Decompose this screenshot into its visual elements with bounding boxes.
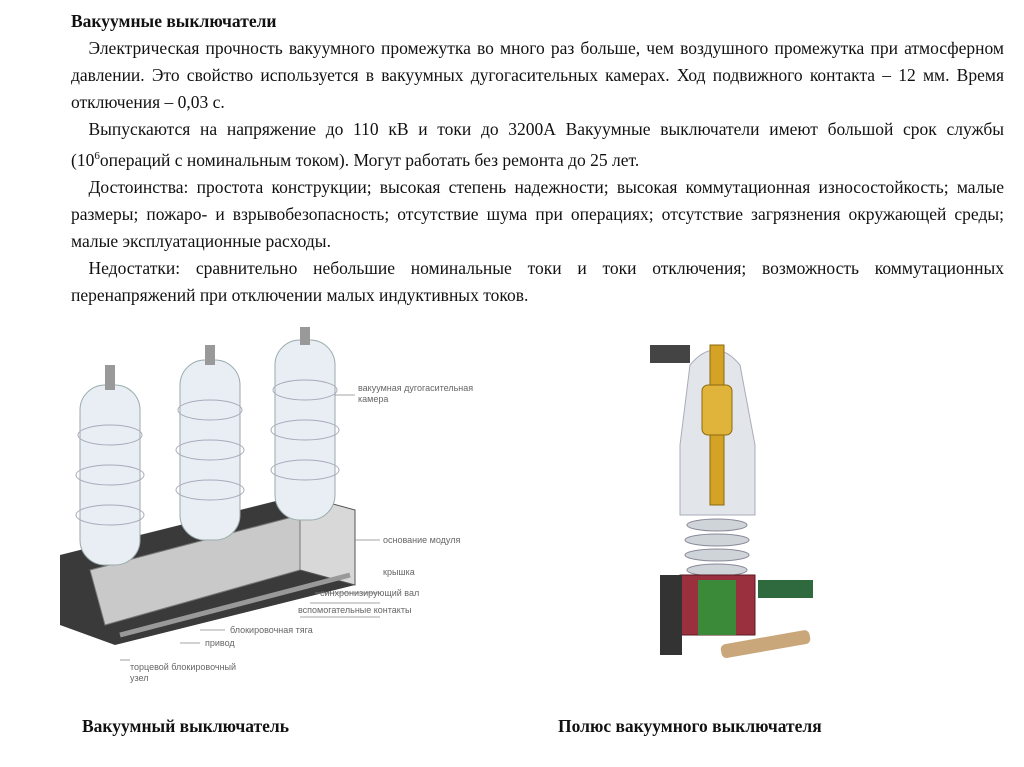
callout-cover: крышка — [383, 567, 415, 577]
callout-end-1: торцевой блокировочный — [130, 662, 237, 672]
paragraph-2-sup: 6 — [94, 150, 100, 162]
pole-spring — [698, 580, 736, 635]
text-block — [71, 8, 1004, 309]
paragraph-1 — [71, 35, 1004, 116]
paragraph-3 — [71, 174, 1004, 255]
pole-3 — [271, 327, 339, 520]
caption-left: Вакуумный выключатель — [82, 716, 289, 736]
pole-insulator-ribs — [685, 519, 749, 576]
paragraph-1-text: Электрическая прочность вакуумного промежутка во много раз больше, чем воздушного промежутка при атмосферном давлении. Это свойство используется в вакуумных дугогасительных камерах. Ход подвижного контакта – 12 мм. Время отключения – 0,03 с. — [71, 38, 1004, 112]
callout-rod: блокировочная тяга — [230, 625, 313, 635]
paragraph-4-text: Недостатки: сравнительно небольшие номинальные токи и токи отключения; возможность коммутационных перенапряжений при отключении малых индуктивных токов. — [71, 257, 1004, 305]
paragraph-4 — [71, 255, 1004, 309]
pole-green-lever — [758, 580, 813, 598]
callout-aux: вспомогательные контакты — [298, 605, 412, 615]
callout-drive: привод — [205, 638, 235, 648]
paragraph-2-text-a: Выпускаются на напряжение до 110 кВ и токи до 3200А Вакуумные выключатели имеют большой срок службы (10 — [71, 119, 1004, 170]
callout-chamber-2: камера — [358, 394, 389, 404]
caption-right: Полюс вакуумного выключателя — [558, 716, 822, 736]
callout-chamber-1: вакуумная дугогасительная — [358, 383, 474, 393]
vacuum-chamber — [702, 385, 732, 435]
pole-left-frame — [660, 575, 682, 655]
callout-shaft: синхронизирующий вал — [320, 588, 420, 598]
slide-title: Вакуумные выключатели — [71, 11, 277, 31]
paragraph-3-text: Достоинства: простота конструкции; высокая степень надежности; высокая коммутационная износостойкость; малые размеры; пожаро- и взрывобезопасность; отсутствие шума при операциях; отсутствие загрязнения окружающей среды; малые эксплуатационные расходы. — [71, 176, 1004, 251]
paragraph-2-text-b: операций с номинальным током). Могут работать без ремонта до 25 лет. — [99, 149, 640, 170]
callout-end-2: узел — [130, 673, 149, 683]
paragraph-2 — [71, 116, 1004, 174]
pole-1 — [76, 365, 144, 565]
pole-2 — [176, 345, 244, 540]
vacuum-breaker-illustration — [50, 325, 480, 695]
callout-base: основание модуля — [383, 535, 461, 545]
pole-top-bracket — [650, 345, 690, 363]
vacuum-pole-cutaway-illustration — [620, 325, 860, 695]
